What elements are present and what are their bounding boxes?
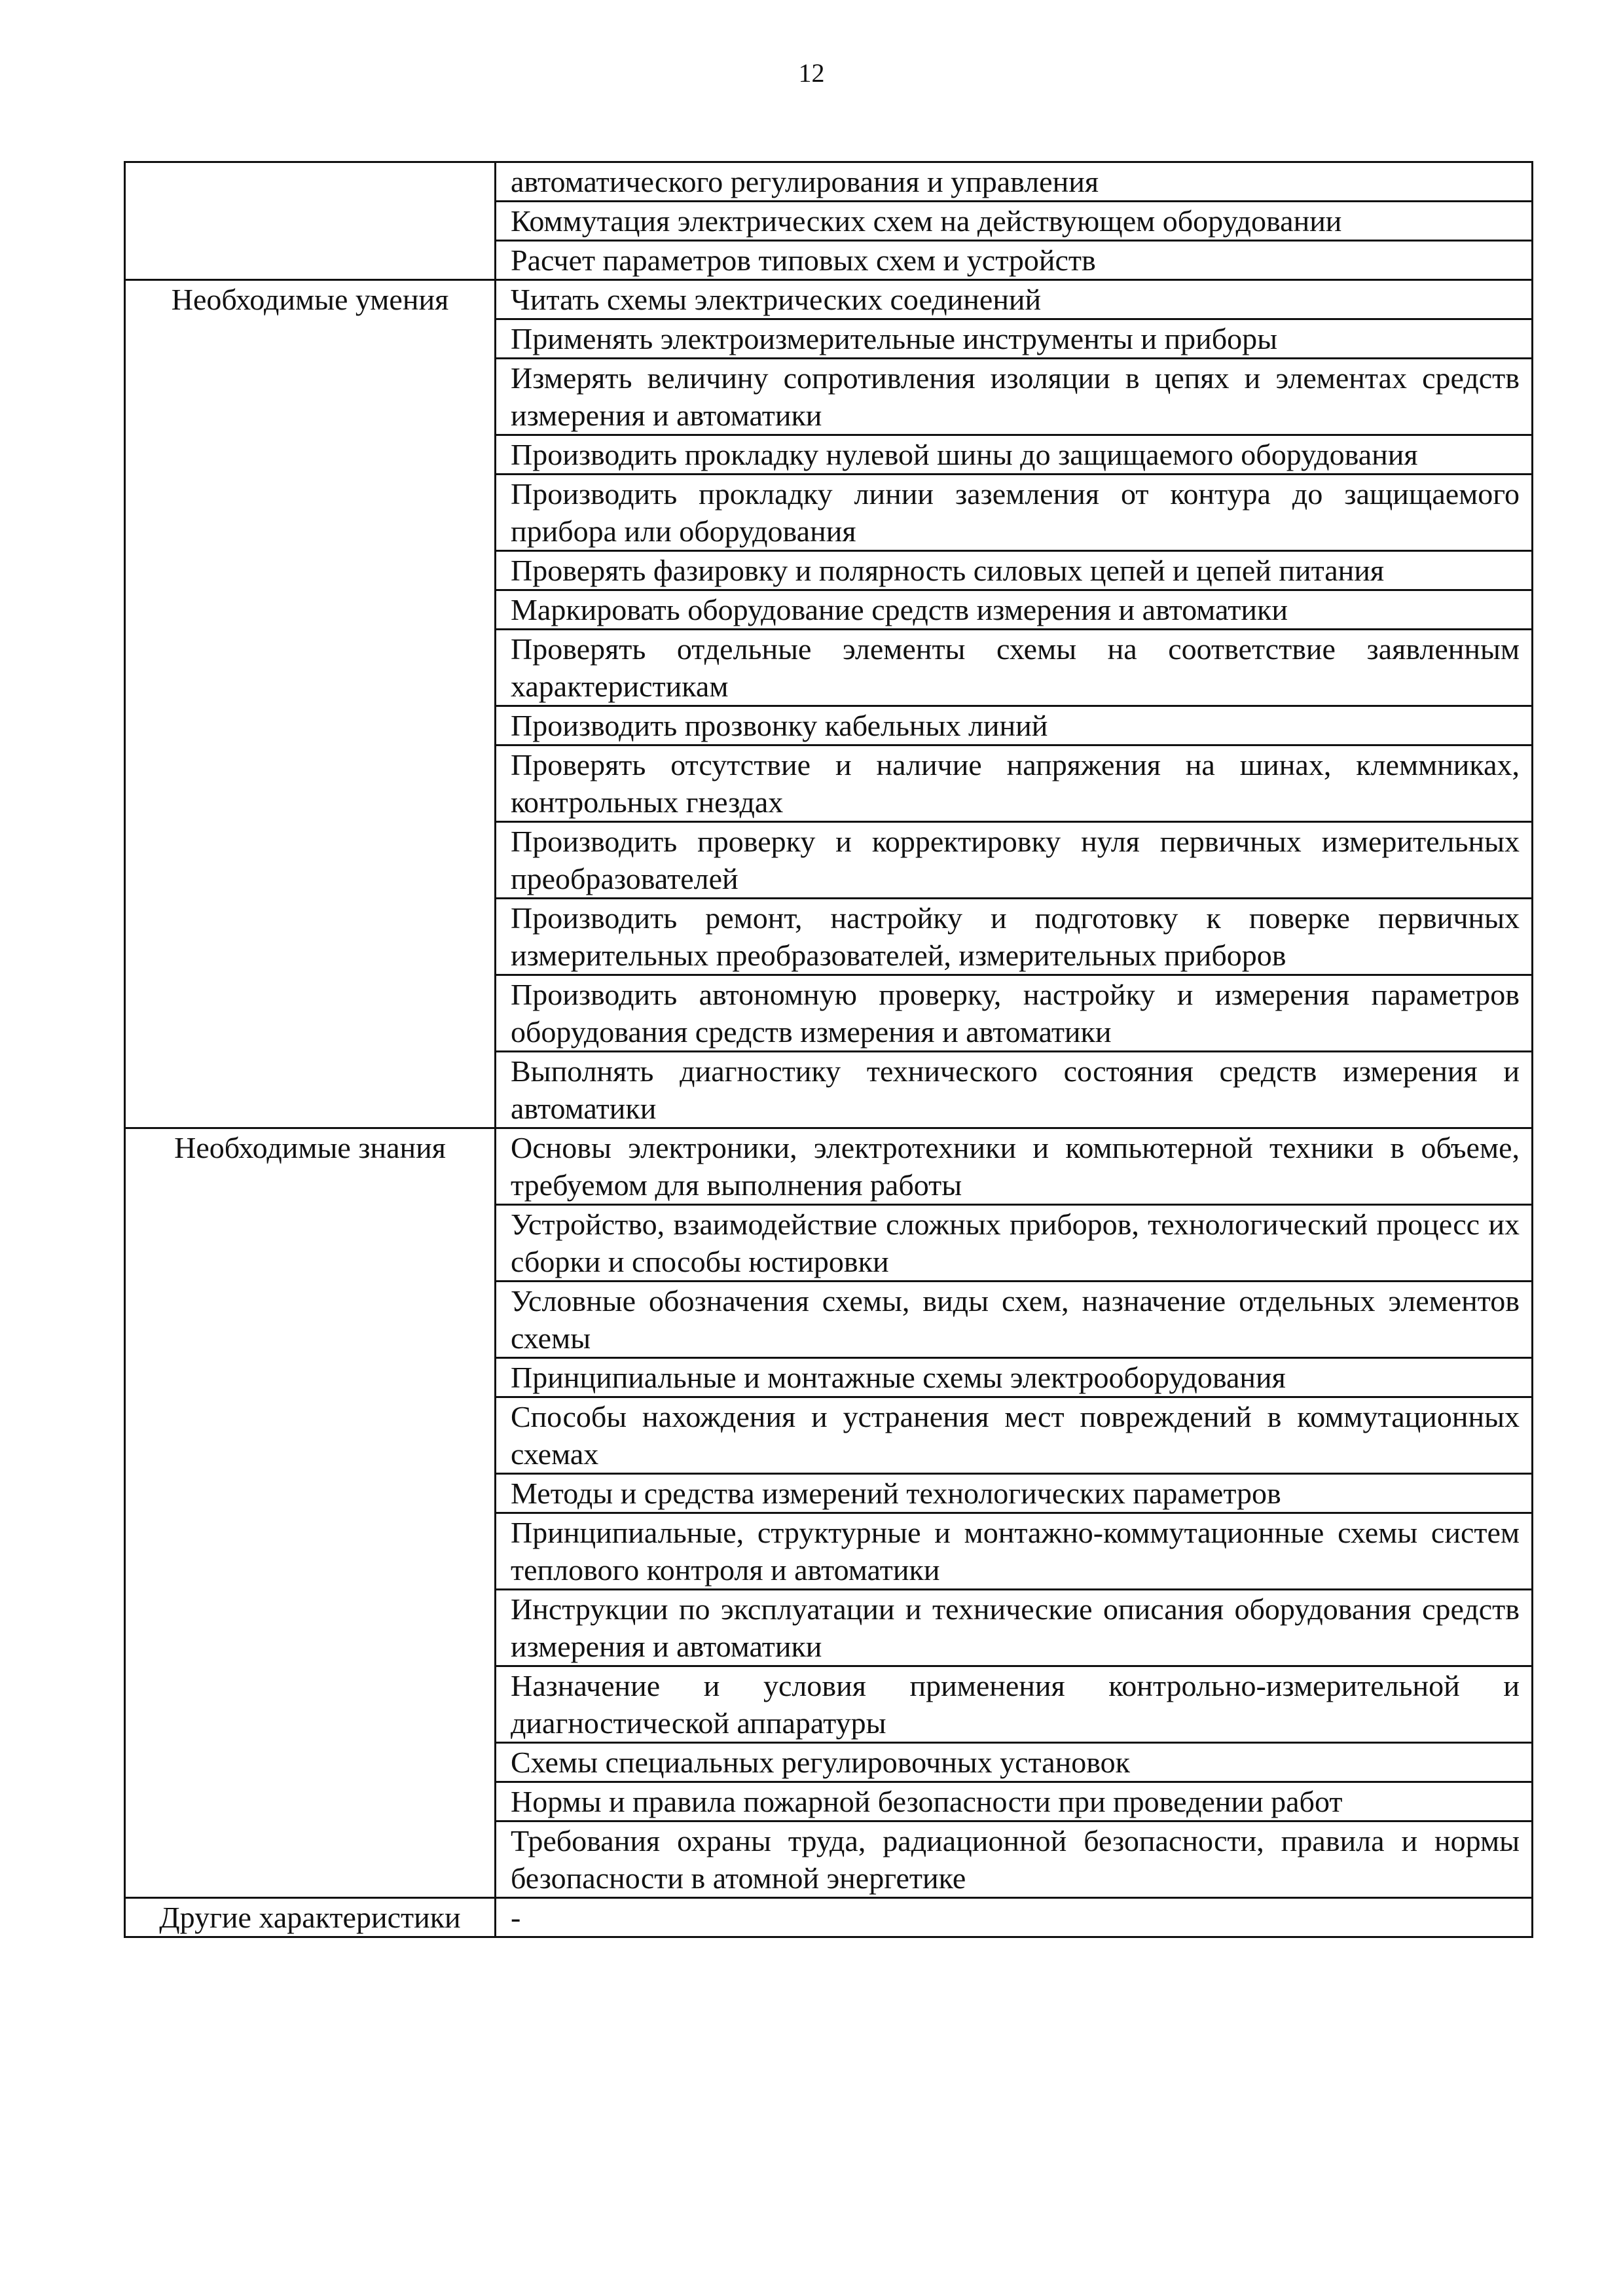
requirement-item: Способы нахождения и устранения мест повреждений в коммутационных схемах: [496, 1397, 1533, 1474]
requirement-item: Коммутация электрических схем на действующем оборудовании: [496, 202, 1533, 241]
requirement-item: Применять электроизмерительные инструменты и приборы: [496, 319, 1533, 359]
requirement-item: Производить прокладку нулевой шины до защищаемого оборудования: [496, 435, 1533, 475]
requirement-item: Маркировать оборудование средств измерения и автоматики: [496, 590, 1533, 630]
requirement-item: Производить прозвонку кабельных линий: [496, 706, 1533, 745]
requirement-item: Принципиальные и монтажные схемы электрооборудования: [496, 1358, 1533, 1397]
table-row: [125, 1128, 1533, 1205]
requirement-item: Проверять отдельные элементы схемы на соответствие заявленным характеристикам: [496, 630, 1533, 706]
table-row: [125, 162, 1533, 202]
section-label: Необходимые умения: [125, 280, 496, 1128]
requirement-item: Измерять величину сопротивления изоляции в цепях и элементах средств измерения и автоматики: [496, 359, 1533, 435]
requirements-table: [124, 161, 1533, 1938]
requirement-item: Проверять фазировку и полярность силовых цепей и цепей питания: [496, 551, 1533, 590]
requirement-item: Схемы специальных регулировочных установок: [496, 1743, 1533, 1782]
requirement-item: Методы и средства измерений технологических параметров: [496, 1474, 1533, 1513]
section-label: Другие характеристики: [125, 1898, 496, 1937]
requirement-item: Читать схемы электрических соединений: [496, 280, 1533, 319]
requirement-item: Требования охраны труда, радиационной безопасности, правила и нормы безопасности в атомной энергетике: [496, 1821, 1533, 1898]
requirement-item: Производить проверку и корректировку нуля первичных измерительных преобразователей: [496, 822, 1533, 899]
section-label: [125, 162, 496, 280]
requirement-item: автоматического регулирования и управления: [496, 162, 1533, 202]
requirement-item: Производить прокладку линии заземления от контура до защищаемого прибора или оборудования: [496, 475, 1533, 551]
requirement-item: Условные обозначения схемы, виды схем, назначение отдельных элементов схемы: [496, 1282, 1533, 1358]
page-number: 12: [798, 58, 825, 88]
requirement-item: -: [496, 1898, 1533, 1937]
requirement-item: Производить ремонт, настройку и подготовку к поверке первичных измерительных преобразователей, измерительных приборов: [496, 899, 1533, 975]
requirement-item: Инструкции по эксплуатации и технические описания оборудования средств измерения и автоматики: [496, 1590, 1533, 1666]
requirement-item: Выполнять диагностику технического состояния средств измерения и автоматики: [496, 1052, 1533, 1128]
requirement-item: Нормы и правила пожарной безопасности при проведении работ: [496, 1782, 1533, 1821]
table-row: [125, 1898, 1533, 1937]
requirement-item: Основы электроники, электротехники и компьютерной техники в объеме, требуемом для выполнения работы: [496, 1128, 1533, 1205]
section-label: Необходимые знания: [125, 1128, 496, 1898]
table-row: [125, 280, 1533, 319]
requirement-item: Расчет параметров типовых схем и устройств: [496, 241, 1533, 280]
requirement-item: Назначение и условия применения контрольно-измерительной и диагностической аппаратуры: [496, 1666, 1533, 1743]
requirement-item: Устройство, взаимодействие сложных приборов, технологический процесс их сборки и способы юстировки: [496, 1205, 1533, 1282]
requirement-item: Проверять отсутствие и наличие напряжения на шинах, клеммниках, контрольных гнездах: [496, 745, 1533, 822]
requirement-item: Принципиальные, структурные и монтажно-коммутационные схемы систем теплового контроля и автоматики: [496, 1513, 1533, 1590]
requirements-table-body: [125, 162, 1533, 1937]
requirement-item: Производить автономную проверку, настройку и измерения параметров оборудования средств измерения и автоматики: [496, 975, 1533, 1052]
